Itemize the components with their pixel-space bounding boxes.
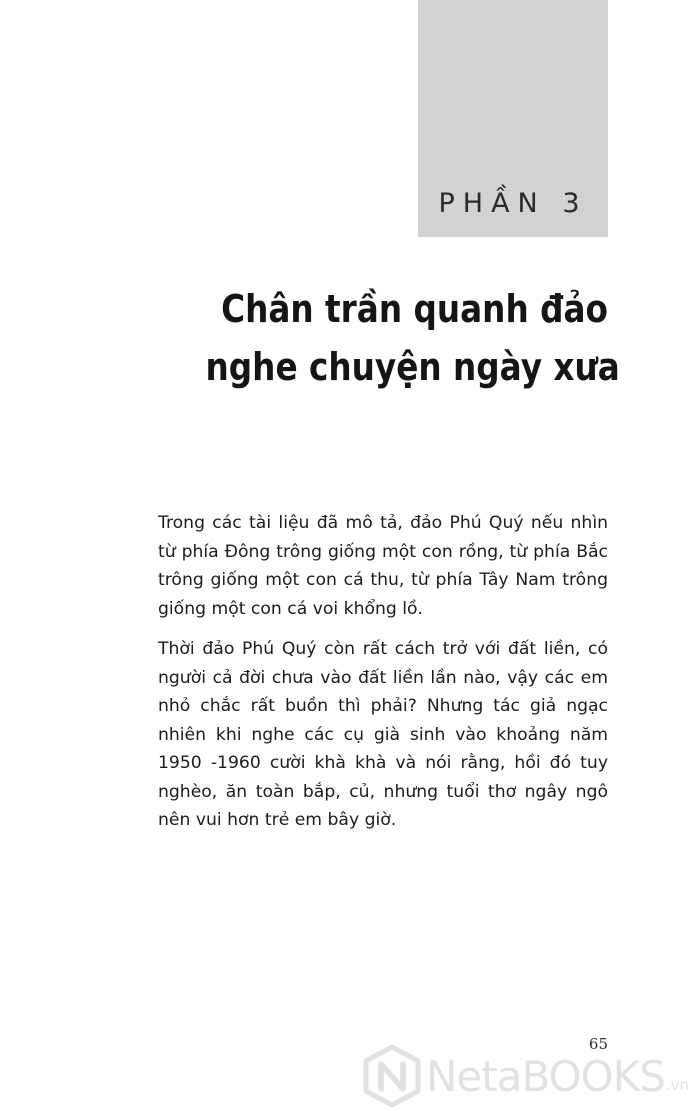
part-header-box (418, 0, 608, 237)
body-text (158, 509, 608, 847)
watermark-suffix: .vn (665, 1076, 690, 1094)
hexagon-n-logo-icon (362, 1044, 422, 1108)
watermark (362, 1044, 689, 1108)
page-number: 65 (588, 1035, 608, 1053)
watermark-text: NetaBOOKS (426, 1051, 665, 1101)
chapter-title-line-2: nghe chuyện ngày xưa (205, 345, 620, 389)
chapter-title-line-1: Chân trần quanh đảo (221, 287, 608, 331)
part-label: PHẦN 3 (438, 188, 588, 219)
paragraph-2: Thời đảo Phú Quý còn rất cách trở với đất liền, có người cả đời chưa vào đất liền lần nào, vậy các em nhỏ chắc rất buồn thì phải? Nhưng tác giả ngạc nhiên khi nghe các cụ già sinh vào khoảng năm 1950 -1960 cười khà khà và nói rằng, hồi đó tuy nghèo, ăn toàn bắp, củ, nhưng tuổi thơ ngây ngô nên vui hơn trẻ em bây giờ. (158, 639, 608, 830)
chapter-title (205, 280, 620, 396)
paragraph-1: Trong các tài liệu đã mô tả, đảo Phú Quý nếu nhìn từ phía Đông trông giống một con rồng, từ phía Bắc trông giống một con cá thu, từ phía Tây Nam trông giống một con cá voi khổng lồ. (158, 513, 608, 619)
